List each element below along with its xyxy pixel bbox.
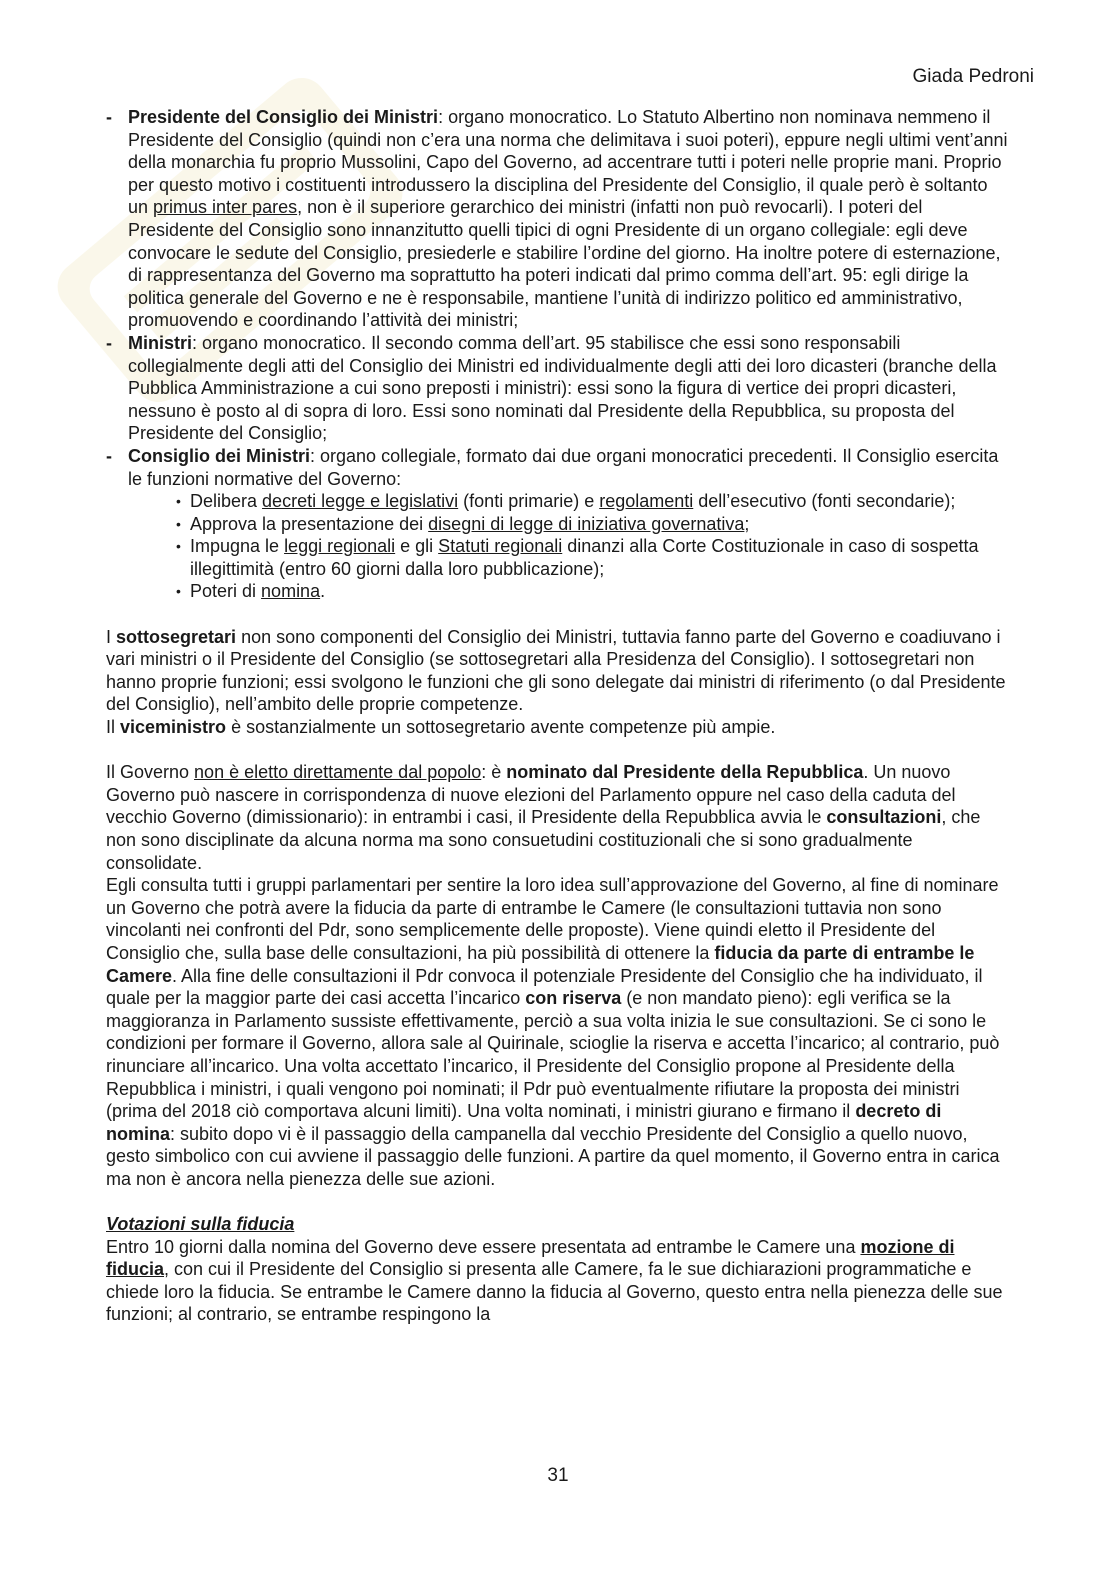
dash-bullet: - [106, 107, 112, 127]
bullet-dot-icon: • [176, 493, 181, 510]
dash-bullet: - [106, 332, 112, 353]
function-text: Approva la presentazione dei [190, 513, 429, 534]
header-author: Giada Pedroni [912, 66, 1034, 87]
role-title: Presidente del Consiglio dei Ministri [128, 107, 439, 127]
bold-term: con riserva [525, 988, 622, 1009]
role-text: , non è il superiore gerarchico dei ministri (infatti non può revocarli). I poteri del Presidente del Consiglio sono innanzitutto quelli tipici di ogni Presidente di un organo collegiale: egli deve convocare le sedute del Consiglio, presiederle e stabilire l’ordine del giorno. Ha inoltre potere di esternazione, di rappresentanza del Governo ma soprattutto ha poteri indicati dal primo comma dell’art. 95: egli dirige la politica generale del Governo e ne è responsabile, mantiene l’unità di indirizzo politico ed amministrativo, promuovendo e coordinando l’attività dei ministri; [128, 197, 1001, 331]
page-number: 31 [547, 1465, 569, 1486]
function-text: Poteri di [190, 581, 262, 602]
document-body [106, 106, 1010, 1326]
underlined-term: leggi regionali [284, 536, 396, 557]
bold-underlined-term: mozione di fiducia [106, 1236, 955, 1280]
bold-term: sottosegretari [116, 626, 237, 647]
roles-list [106, 106, 1010, 603]
dash-bullet: - [106, 445, 112, 466]
sottosegretari-paragraph: I sottosegretari non sono componenti del Consiglio dei Ministri, tuttavia fanno parte del Governo e coadiuvano i vari ministri o il Presidente del Consiglio (se sottosegretari alla Presidenza del Consiglio). I sottosegretari non hanno proprie funzioni; essi svolgono le funzioni che gli sono delegate dai ministri di riferimento (o dal Presidente del Consiglio), nell’ambito delle proprie competenze. [106, 626, 1006, 715]
underlined-term: nomina [261, 581, 321, 602]
fiducia-paragraph: Entro 10 giorni dalla nomina del Governo deve essere presentata ad entrambe le Camere una mozione di fiducia, con cui il Presidente del Consiglio si presenta alle Camere, fa le sue dichiarazioni programmatiche e chiede loro la fiducia. Se entrambe le Camere danno la fiducia al Governo, questo entra nella pienezza delle sue funzioni; al contrario, se entrambe respingono la [106, 1236, 1003, 1325]
function-text: e gli [395, 536, 439, 557]
list-item [174, 513, 1010, 536]
function-text: . [320, 581, 326, 602]
underlined-term: primus inter pares [153, 197, 298, 218]
bold-term: decreto di nomina [106, 1101, 942, 1144]
role-text: : organo monocratico. Lo Statuto Albertino non nominava nemmeno il Presidente del Consiglio (quindi non c’era una norma che delimitava i suoi poteri), eppure negli ultimi vent’anni della monarchia fu proprio Mussolini, Capo del Governo, ad accentrare tutti i poteri nelle proprie mani. Proprio per questo motivo i costituenti introdussero la disciplina del Presidente del Consiglio, il quale però è soltanto un [128, 107, 1008, 218]
governo-paragraph: Il Governo non è eletto direttamente dal popolo: è nominato dal Presidente della Repubblica. Un nuovo Governo può nascere in corrispondenza di nuove elezioni del Parlamento oppure nel caso della caduta del vecchio Governo (dimissionario): in entrambi i casi, il Presidente della Repubblica avvia le consultazioni, che non sono disciplinate da alcuna norma ma sono consuetudini costituzionali che si sono gradualmente consolidate. [106, 762, 981, 873]
function-text: Delibera [190, 491, 263, 512]
list-item [106, 106, 1010, 332]
underlined-term: disegni di legge di iniziativa governativa [428, 513, 745, 534]
list-item [174, 535, 1010, 580]
underlined-term: decreti legge e legislativi [262, 491, 459, 512]
viceministro-paragraph: Il viceministro è sostanzialmente un sottosegretario avente competenze più ampie. [106, 717, 776, 738]
underlined-term: non è eletto direttamente dal popolo [194, 762, 482, 783]
function-text: ; [744, 513, 750, 534]
bold-term: viceministro [120, 717, 227, 738]
bullet-dot-icon: • [176, 538, 181, 555]
functions-list [128, 490, 1010, 603]
list-item [106, 332, 1010, 445]
bullet-dot-icon: • [176, 583, 181, 600]
underlined-term: regolamenti [599, 491, 694, 512]
section-heading: Votazioni sulla fiducia [106, 1214, 295, 1235]
bold-term: nominato dal Presidente della Repubblica [506, 762, 864, 783]
function-text: dinanzi alla Corte Costituzionale in caso di sospetta illegittimità (entro 60 giorni dalla loro pubblicazione); [190, 536, 979, 579]
list-item [106, 445, 1010, 603]
bold-term: fiducia da parte di entrambe le Camere [106, 942, 975, 986]
consultazioni-paragraph: Egli consulta tutti i gruppi parlamentari per sentire la loro idea sull’approvazione del Governo, al fine di nominare un Governo che potrà avere la fiducia da parte di entrambe le Camere (le consultazioni tuttavia non sono vincolanti nei confronti del Pdr, sono semplicemente delle proposte). Viene quindi eletto il Presidente del Consiglio che, sulla base delle consultazioni, ha più possibilità di ottenere la fiducia da parte di entrambe le Camere. Alla fine delle consultazioni il Pdr convoca il potenziale Presidente del Consiglio che ha individuato, il quale per la maggior parte dei casi accetta l’incarico con riserva (e non mandato pieno): egli verifica se la maggioranza in Parlamento sussiste effettivamente, perciò a sua volta inizia le sue consultazioni. Se ci sono le condizioni per formare il Governo, allora sale al Quirinale, scioglie la riserva e accetta l’incarico; al contrario, può rinunciare all’incarico. Una volta accettato l’incarico, il Presidente del Consiglio propone al Presidente della Repubblica i ministri, i quali vengono poi nominati; il Pdr può eventualmente rifiutare la proposta dei ministri (prima del 2018 ciò comportava alcuni limiti). Una volta nominati, i ministri giurano e firmano il decreto di nomina: subito dopo vi è il passaggio della campanella dal vecchio Presidente del Consiglio a quello nuovo, gesto simbolico con cui avviene il passaggio delle funzioni. A partire da quel momento, il Governo entra in carica ma non è ancora nella pienezza delle sue azioni. [106, 875, 1000, 1189]
list-item [174, 490, 1010, 513]
bold-term: consultazioni [826, 807, 942, 828]
function-text: (fonti primarie) e [458, 491, 600, 512]
list-item [174, 580, 1010, 603]
function-text: Impugna le [190, 536, 285, 557]
role-text: : organo monocratico. Il secondo comma dell’art. 95 stabilisce che essi sono responsabili collegialmente degli atti del Consiglio dei Ministri ed individualmente degli atti dei loro dicasteri (branche della Pubblica Amministrazione a cui sono preposti i ministri): essi sono la figura di vertice dei propri dicasteri, nessuno è posto al di sopra di loro. Essi sono nominati dal Presidente della Repubblica, su proposta del Presidente del Consiglio; [128, 332, 997, 444]
bullet-dot-icon: • [176, 515, 181, 532]
underlined-term: Statuti regionali [438, 536, 563, 557]
function-text: dell’esecutivo (fonti secondarie); [693, 491, 956, 512]
role-text: : organo collegiale, formato dai due organi monocratici precedenti. Il Consiglio esercita le funzioni normative del Governo: [128, 445, 999, 489]
role-title: Ministri [128, 332, 193, 353]
role-title: Consiglio dei Ministri [128, 445, 311, 466]
